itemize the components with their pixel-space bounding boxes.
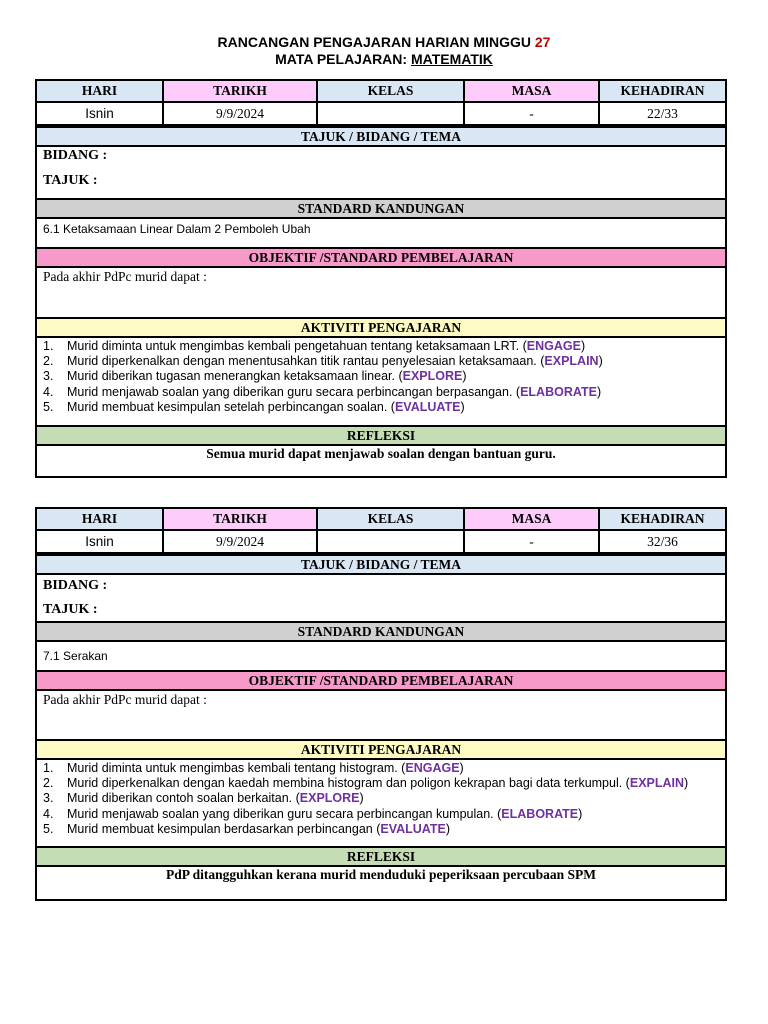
refleksi-section	[37, 865, 725, 899]
list-item: 2. Murid diperkenalkan dengan kaedah membina histogram dan poligon kekrapan bagi data terkumpul. (EXPLAIN)	[43, 776, 689, 791]
subject-label: MATA PELAJARAN:	[275, 51, 408, 67]
kelas-value	[317, 530, 464, 553]
objektif-text: Pada akhir PdPc murid dapat :	[43, 269, 207, 284]
tajuk-section	[37, 573, 725, 621]
bidang-label: BIDANG :	[43, 578, 108, 593]
refleksi-text: PdP ditangguhkan kerana murid menduduki peperiksaan percubaan SPM	[166, 867, 596, 882]
lesson-plan-2	[35, 507, 727, 901]
kehadiran-header: KEHADIRAN	[599, 509, 725, 530]
kelas-header: KELAS	[317, 81, 464, 102]
list-item: 1. Murid diminta untuk mengimbas kembali tentang histogram. (ENGAGE)	[43, 761, 464, 775]
activity-list	[37, 760, 725, 837]
standard-kandungan-header: STANDARD KANDUNGAN	[37, 621, 725, 640]
objektif-section	[37, 266, 725, 317]
plan-header-table	[37, 81, 725, 126]
tarikh-header: TARIKH	[163, 509, 317, 530]
aktiviti-section	[37, 336, 725, 425]
list-item: 5. Murid membuat kesimpulan setelah perbincangan soalan. (EVALUATE)	[43, 399, 465, 414]
list-item: 4. Murid menjawab soalan yang diberikan guru secara perbincangan berpasangan. (ELABORATE)	[43, 384, 602, 399]
refleksi-text: Semua murid dapat menjawab soalan dengan bantuan guru.	[206, 446, 556, 461]
tarikh-value: 9/9/2024	[163, 530, 317, 553]
refleksi-header: REFLEKSI	[37, 846, 725, 865]
list-item: 5. Murid membuat kesimpulan berdasarkan perbincangan (EVALUATE)	[43, 821, 451, 836]
tajuk-label: TAJUK :	[43, 602, 98, 617]
objektif-section	[37, 689, 725, 739]
objektif-text: Pada akhir PdPc murid dapat :	[43, 692, 207, 707]
document-title	[0, 34, 768, 51]
kehadiran-value: 22/33	[599, 102, 725, 125]
objektif-header: OBJEKTIF /STANDARD PEMBELAJARAN	[37, 247, 725, 266]
standard-kandungan-header: STANDARD KANDUNGAN	[37, 198, 725, 217]
title-line1: RANCANGAN PENGAJARAN HARIAN MINGGU	[217, 34, 531, 50]
standard-kandungan-text: 7.1 Serakan	[43, 649, 108, 663]
tajuk-section	[37, 145, 725, 198]
tarikh-value: 9/9/2024	[163, 102, 317, 125]
masa-header: MASA	[464, 509, 599, 530]
activity-list	[37, 338, 725, 415]
aktiviti-header: AKTIVITI PENGAJARAN	[37, 739, 725, 758]
subject-name: MATEMATIK	[410, 51, 493, 67]
tajuk-bidang-tema-header: TAJUK / BIDANG / TEMA	[37, 126, 725, 145]
list-item: 1. Murid diminta untuk mengimbas kembali pengetahuan tentang ketaksamaan LRT. (ENGAGE)	[43, 339, 586, 353]
subject-line	[0, 51, 768, 68]
tajuk-label: TAJUK :	[43, 173, 98, 188]
standard-kandungan-section	[37, 640, 725, 670]
aktiviti-header: AKTIVITI PENGAJARAN	[37, 317, 725, 336]
list-item: 3. Murid diberikan contoh soalan berkaitan. (EXPLORE)	[43, 791, 364, 806]
list-item: 2. Murid diperkenalkan dengan menentusahkan titik rantau penyelesaian ketaksamaan. (EXPLAIN)	[43, 354, 603, 369]
standard-kandungan-section	[37, 217, 725, 247]
masa-value: -	[464, 102, 599, 125]
kelas-header: KELAS	[317, 509, 464, 530]
hari-value: Isnin	[37, 530, 163, 553]
refleksi-header: REFLEKSI	[37, 425, 725, 444]
plan-header-table	[37, 509, 725, 554]
kelas-value	[317, 102, 464, 125]
hari-value: Isnin	[37, 102, 163, 125]
objektif-header: OBJEKTIF /STANDARD PEMBELAJARAN	[37, 670, 725, 689]
list-item: 3. Murid diberikan tugasan menerangkan ketaksamaan linear. (EXPLORE)	[43, 369, 467, 384]
standard-kandungan-text: 6.1 Ketaksamaan Linear Dalam 2 Pemboleh Ubah	[43, 222, 311, 236]
refleksi-section	[37, 444, 725, 476]
hari-header: HARI	[37, 509, 163, 530]
aktiviti-section	[37, 758, 725, 846]
masa-header: MASA	[464, 81, 599, 102]
tajuk-bidang-tema-header: TAJUK / BIDANG / TEMA	[37, 554, 725, 573]
kehadiran-header: KEHADIRAN	[599, 81, 725, 102]
lesson-plan-1	[35, 79, 727, 478]
list-item: 4. Murid menjawab soalan yang diberikan guru secara perbincangan kumpulan. (ELABORATE)	[43, 806, 583, 821]
bidang-label: BIDANG :	[43, 148, 108, 163]
kehadiran-value: 32/36	[599, 530, 725, 553]
tarikh-header: TARIKH	[163, 81, 317, 102]
week-number: 27	[534, 34, 551, 50]
masa-value: -	[464, 530, 599, 553]
hari-header: HARI	[37, 81, 163, 102]
